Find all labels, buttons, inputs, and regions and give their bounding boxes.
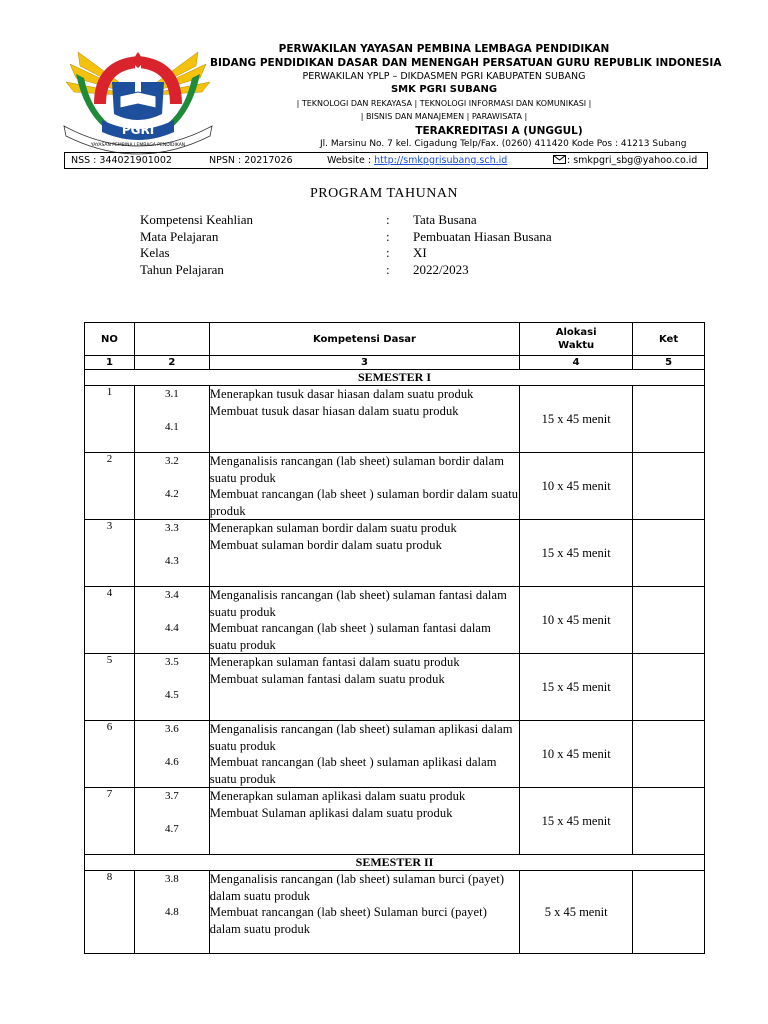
- row-codes: [134, 721, 209, 788]
- header-code: [134, 323, 209, 356]
- info-row: [140, 212, 620, 229]
- info-value: Tata Busana: [413, 212, 477, 227]
- website: [327, 153, 507, 168]
- kd-knowledge: Menerapkan sulaman fantasi dalam suatu produk: [209, 655, 460, 669]
- row-codes: [134, 788, 209, 855]
- info-row: [140, 262, 620, 279]
- header-no: NO: [85, 323, 135, 356]
- col-number: 4: [520, 356, 633, 370]
- header-line1: PERWAKILAN YAYASAN PEMBINA LEMBAGA PENDIDIKAN: [278, 43, 610, 55]
- row-no: 1: [85, 386, 135, 453]
- row-alokasi: 10 x 45 menit: [520, 721, 633, 788]
- table-row: [85, 587, 705, 654]
- row-codes: [134, 386, 209, 453]
- nss: NSS : 344021901002: [71, 155, 172, 166]
- kd-skill: Membuat rancangan (lab sheet ) sulaman aplikasi dalam suatu produk: [209, 755, 497, 786]
- code-skill: 4.4: [164, 622, 179, 634]
- row-ket: [633, 871, 705, 954]
- table-header-row: [85, 323, 705, 356]
- table-row: [85, 871, 705, 954]
- column-number-row: [85, 356, 705, 370]
- kd-knowledge: Menerapkan tusuk dasar hiasan dalam suatu produk: [209, 387, 474, 401]
- kd-knowledge: Menerapkan sulaman bordir dalam suatu produk: [209, 521, 457, 535]
- col-number: 1: [85, 356, 135, 370]
- semester-2-label: SEMESTER II: [85, 855, 705, 871]
- kompetensi-table: [84, 322, 705, 954]
- info-value: XI: [413, 245, 427, 260]
- info-colon: :: [386, 261, 390, 277]
- row-no: 2: [85, 453, 135, 520]
- row-alokasi: 15 x 45 menit: [520, 654, 633, 721]
- row-codes: [134, 871, 209, 954]
- code-knowledge: 3.2: [164, 455, 179, 467]
- row-kd: [209, 654, 519, 721]
- programs-line2: | BISNIS DAN MANAJEMEN | PARAWISATA |: [360, 112, 528, 121]
- table-row: [85, 721, 705, 788]
- accreditation: TERAKREDITASI A (UNGGUL): [415, 125, 583, 137]
- info-value: 2022/2023: [413, 261, 469, 277]
- info-colon: :: [386, 212, 390, 227]
- code-knowledge: 3.4: [164, 589, 179, 601]
- header-line2: BIDANG PENDIDIKAN DASAR DAN MENENGAH PERSATUAN GURU REPUBLIK INDONESIA: [210, 57, 722, 69]
- website-label: Website :: [327, 155, 375, 166]
- page-title: PROGRAM TAHUNAN: [309, 186, 459, 201]
- col-number: 2: [134, 356, 209, 370]
- kd-knowledge: Menganalisis rancangan (lab sheet) sulaman burci (payet) dalam suatu produk: [209, 872, 505, 903]
- code-skill: 4.2: [164, 488, 179, 500]
- row-codes: [134, 654, 209, 721]
- code-knowledge: 3.3: [164, 522, 179, 534]
- row-alokasi: 10 x 45 menit: [520, 453, 633, 520]
- kd-knowledge: Menganalisis rancangan (lab sheet) sulaman aplikasi dalam suatu produk: [209, 722, 513, 753]
- code-knowledge: 3.7: [164, 790, 179, 802]
- kd-skill: Membuat tusuk dasar hiasan dalam suatu produk: [209, 403, 459, 418]
- row-alokasi: 5 x 45 menit: [520, 871, 633, 954]
- row-kd: [209, 871, 519, 954]
- row-alokasi: 15 x 45 menit: [520, 520, 633, 587]
- school-name: SMK PGRI SUBANG: [390, 84, 498, 95]
- header-line3: PERWAKILAN YPLP – DIKDASMEN PGRI KABUPATEN SUBANG: [302, 71, 586, 82]
- row-alokasi: 15 x 45 menit: [520, 386, 633, 453]
- table-row: [85, 520, 705, 587]
- table-row: [85, 453, 705, 520]
- row-kd: [209, 788, 519, 855]
- row-kd: [209, 520, 519, 587]
- row-no: 3: [85, 520, 135, 587]
- row-alokasi: 15 x 45 menit: [520, 788, 633, 855]
- row-ket: [633, 788, 705, 855]
- envelope-icon: [553, 155, 566, 164]
- website-link[interactable]: http://smkpgrisubang.sch.id: [374, 155, 508, 166]
- row-no: 8: [85, 871, 135, 954]
- row-ket: [633, 386, 705, 453]
- col-number: 3: [209, 356, 519, 370]
- kd-knowledge: Menganalisis rancangan (lab sheet) sulaman fantasi dalam suatu produk: [209, 588, 507, 619]
- header-alokasi: Alokasi Waktu: [520, 323, 633, 356]
- code-knowledge: 3.1: [164, 388, 179, 400]
- info-colon: :: [386, 228, 390, 244]
- email: [553, 153, 697, 168]
- kd-skill: Membuat rancangan (lab sheet ) sulaman bordir dalam suatu produk: [209, 487, 519, 518]
- semester-row: [85, 370, 705, 386]
- row-ket: [633, 453, 705, 520]
- kd-knowledge: Menerapkan sulaman aplikasi dalam suatu produk: [209, 789, 466, 803]
- row-no: 7: [85, 788, 135, 855]
- row-kd: [209, 587, 519, 654]
- code-skill: 4.8: [164, 906, 179, 918]
- row-kd: [209, 721, 519, 788]
- row-codes: [134, 520, 209, 587]
- kd-skill: Membuat rancangan (lab sheet) Sulaman burci (payet) dalam suatu produk: [209, 905, 487, 936]
- info-key: Kompetensi Keahlian: [140, 212, 253, 227]
- row-ket: [633, 654, 705, 721]
- col-number: 5: [633, 356, 705, 370]
- row-no: 6: [85, 721, 135, 788]
- table-row: [85, 654, 705, 721]
- row-codes: [134, 453, 209, 520]
- code-knowledge: 3.6: [164, 723, 179, 735]
- identity-bar: [64, 152, 708, 169]
- row-kd: [209, 453, 519, 520]
- semester-row: [85, 855, 705, 871]
- info-colon: :: [386, 245, 390, 260]
- npsn: NPSN : 20217026: [209, 155, 293, 166]
- row-no: 4: [85, 587, 135, 654]
- pgri-logo: [58, 34, 218, 156]
- code-skill: 4.1: [164, 421, 179, 433]
- info-key: Kelas: [140, 245, 170, 260]
- letterhead: [210, 42, 722, 151]
- kd-skill: Membuat sulaman bordir dalam suatu produk: [209, 537, 442, 552]
- programs-line1: | TEKNOLOGI DAN REKAYASA | TEKNOLOGI INFORMASI DAN KOMUNIKASI |: [296, 99, 592, 108]
- semester-1-body: [85, 386, 705, 855]
- email-text: : smkpgri_sbg@yahoo.co.id: [567, 155, 698, 166]
- logo-ribbon-text: YAYASAN PEMBINA LEMBAGA PENDIDIKAN: [90, 143, 186, 148]
- row-kd: [209, 386, 519, 453]
- row-alokasi: 10 x 45 menit: [520, 587, 633, 654]
- code-skill: 4.6: [164, 756, 179, 768]
- code-knowledge: 3.5: [164, 656, 179, 668]
- kd-skill: Membuat sulaman fantasi dalam suatu produk: [209, 671, 445, 686]
- kd-skill: Membuat rancangan (lab sheet ) sulaman fantasi dalam suatu produk: [209, 621, 491, 652]
- code-skill: 4.3: [164, 555, 179, 567]
- header-ket: Ket: [633, 323, 705, 356]
- info-key: Mata Pelajaran: [140, 228, 219, 244]
- row-ket: [633, 520, 705, 587]
- kd-knowledge: Menganalisis rancangan (lab sheet) sulaman bordir dalam suatu produk: [209, 454, 505, 485]
- row-ket: [633, 721, 705, 788]
- code-skill: 4.7: [164, 823, 179, 835]
- info-row: [140, 229, 620, 246]
- table-row: [85, 788, 705, 855]
- info-row: [140, 245, 620, 262]
- kd-skill: Membuat Sulaman aplikasi dalam suatu produk: [209, 805, 453, 820]
- row-codes: [134, 587, 209, 654]
- code-skill: 4.5: [164, 689, 179, 701]
- info-value: Pembuatan Hiasan Busana: [413, 228, 552, 244]
- info-key: Tahun Pelajaran: [140, 261, 224, 277]
- row-ket: [633, 587, 705, 654]
- row-no: 5: [85, 654, 135, 721]
- logo-pgri-text: PGRI: [121, 123, 155, 137]
- address: Jl. Marsinu No. 7 kel. Cigadung Telp/Fax. (0260) 411420 Kode Pos : 41213 Subang: [320, 139, 687, 149]
- header-kd: Kompetensi Dasar: [209, 323, 519, 356]
- semester-1-label: SEMESTER I: [85, 370, 705, 386]
- semester-2-body: [85, 871, 705, 954]
- code-knowledge: 3.8: [164, 873, 179, 885]
- info-block: [140, 212, 620, 278]
- table-row: [85, 386, 705, 453]
